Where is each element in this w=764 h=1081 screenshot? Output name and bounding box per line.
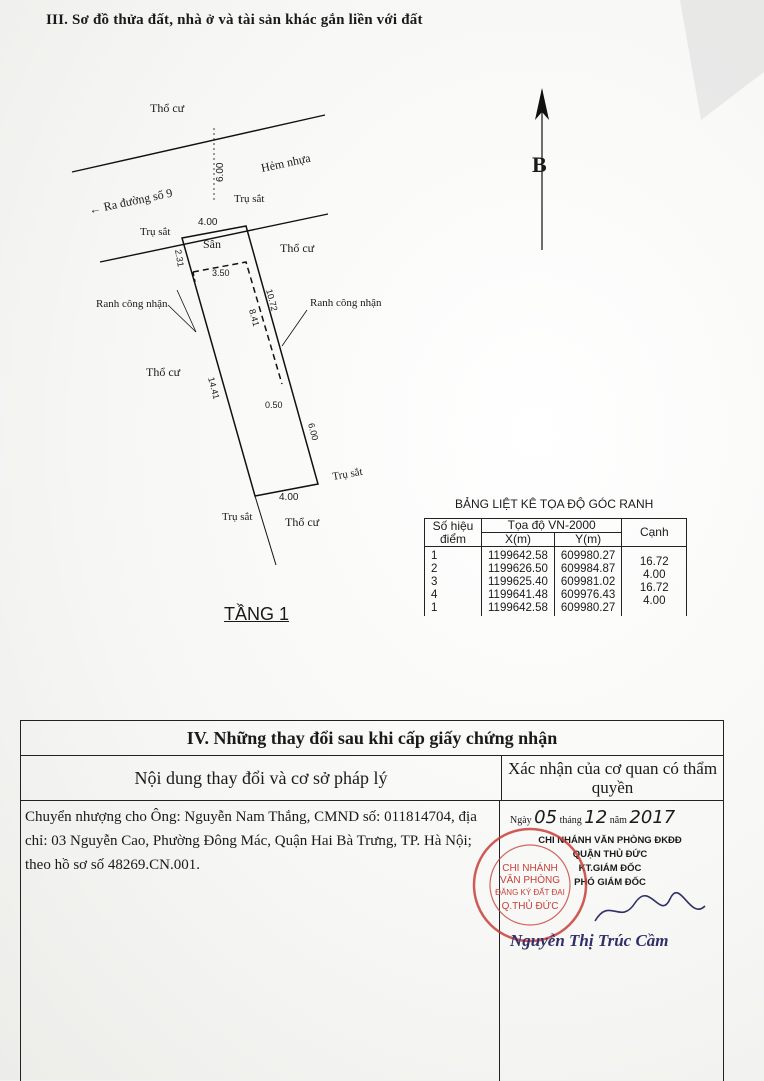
svg-text:CHI NHÁNH: CHI NHÁNH: [502, 863, 558, 874]
label-tho-cu-bottom: Thổ cư: [285, 515, 320, 529]
changes-title: IV. Những thay đổi sau khi cấp giấy chứng nhận: [21, 721, 723, 756]
floor-label: TẦNG 1: [224, 604, 290, 624]
label-san: Sân: [203, 237, 221, 251]
label-tho-cu-left: Thổ cư: [146, 365, 181, 379]
dim-house-width: 3.50: [212, 268, 230, 278]
col-x: X(m): [482, 533, 555, 547]
col-y: Y(m): [554, 533, 621, 547]
point-y: 609984.87: [560, 563, 616, 575]
confirmation-date: Ngày 05 tháng 12 năm 2017: [510, 807, 676, 828]
point-x: 1199641.48: [488, 589, 548, 601]
label-tho-cu-top: Thổ cư: [150, 101, 185, 115]
north-label: B: [532, 152, 547, 177]
point-x: 1199642.58: [488, 550, 548, 562]
lot-boundary: [182, 226, 321, 496]
point-id: 3: [431, 576, 438, 588]
signature-mark: [590, 891, 710, 931]
coord-table: [424, 518, 687, 616]
label-hem-nhua: Hẻm nhựa: [259, 150, 312, 175]
dim-offset: 0.50: [265, 400, 283, 410]
label-tru-sat-1: Trụ sắt: [234, 193, 265, 205]
col-change-content: Nội dung thay đổi và cơ sở pháp lý: [21, 756, 502, 800]
label-ranh-left: Ranh công nhận: [96, 298, 168, 310]
label-ra-duong: ← Ra đường số 9: [87, 185, 174, 217]
point-id: 2: [431, 563, 438, 575]
dim-house-length: 8.41: [247, 307, 262, 328]
point-id: 1: [431, 602, 438, 614]
lot-extension-line: [255, 496, 276, 565]
edge-length: 4.00: [643, 595, 666, 607]
edge-length: 4.00: [643, 569, 666, 581]
org-line: KT.GIÁM ĐỐC: [578, 863, 642, 874]
point-x: 1199626.50: [488, 563, 548, 575]
point-x: 1199625.40: [488, 576, 548, 588]
official-stamp: [470, 825, 590, 945]
changes-section: [20, 720, 724, 1081]
section-title-diagram: III. Sơ đồ thửa đất, nhà ở và tài sản khác gắn liền với đất: [46, 12, 423, 28]
point-id: 1: [431, 550, 438, 562]
col-confirmation: Xác nhận của cơ quan có thẩm quyền: [507, 759, 718, 797]
coord-table-title: BẢNG LIỆT KÊ TỌA ĐỘ GÓC RANH: [455, 497, 654, 511]
label-tru-sat-3: Trụ sắt: [331, 465, 364, 483]
dim-bottom-width: 4.00: [279, 492, 299, 503]
signer-name: Nguyễn Thị Trúc Cầm: [510, 931, 669, 950]
col-edge: Cạnh: [622, 519, 687, 547]
org-line: QUẬN THỦ ĐỨC: [572, 849, 648, 860]
label-tru-sat-2: Trụ sắt: [140, 226, 171, 238]
dim-right-long: 10.72: [264, 287, 280, 313]
edge-length: 16.72: [639, 556, 669, 568]
point-x: 1199642.58: [488, 602, 548, 614]
edge-length: 16.72: [639, 582, 669, 594]
dim-top-width: 4.00: [198, 217, 218, 228]
change-entry: Chuyển nhượng cho Ông: Nguyễn Nam Thắng, CMND số: 011814704, địa chỉ: 03 Nguyễn Cao, Phường Đông Mác, Quận Hai Bà Trưng, TP. Hà Nội; theo hồ sơ số 48269.CN.001.: [21, 801, 500, 1081]
point-y: 609980.27: [560, 602, 616, 614]
dim-right-short: 6.00: [306, 421, 321, 442]
dim-left-long: 14.41: [206, 375, 222, 401]
confirmation-cell: [495, 801, 723, 1081]
point-y: 609976.43: [560, 589, 616, 601]
label-ranh-right: Ranh công nhận: [310, 297, 382, 309]
org-line: PHÓ GIÁM ĐỐC: [574, 877, 646, 888]
dim-road-width: 6.00: [215, 162, 226, 182]
point-y: 609980.27: [560, 550, 616, 562]
label-tho-cu-right: Thổ cư: [280, 241, 315, 255]
point-y: 609981.02: [560, 576, 616, 588]
svg-text:Q.THỦ ĐỨC: Q.THỦ ĐỨC: [501, 901, 559, 912]
svg-text:ĐĂNG KÝ ĐẤT ĐAI: ĐĂNG KÝ ĐẤT ĐAI: [495, 888, 565, 897]
label-tru-sat-4: Trụ sắt: [222, 511, 253, 523]
col-coord: Tọa độ VN-2000: [482, 519, 622, 533]
point-id: 4: [431, 589, 438, 601]
org-line: CHI NHÁNH VĂN PHÒNG ĐKĐĐ: [538, 835, 682, 846]
col-point: Số hiệu điểm: [425, 519, 482, 547]
dim-side: 2.31: [173, 248, 186, 268]
svg-text:VĂN PHÒNG: VĂN PHÒNG: [499, 875, 561, 886]
